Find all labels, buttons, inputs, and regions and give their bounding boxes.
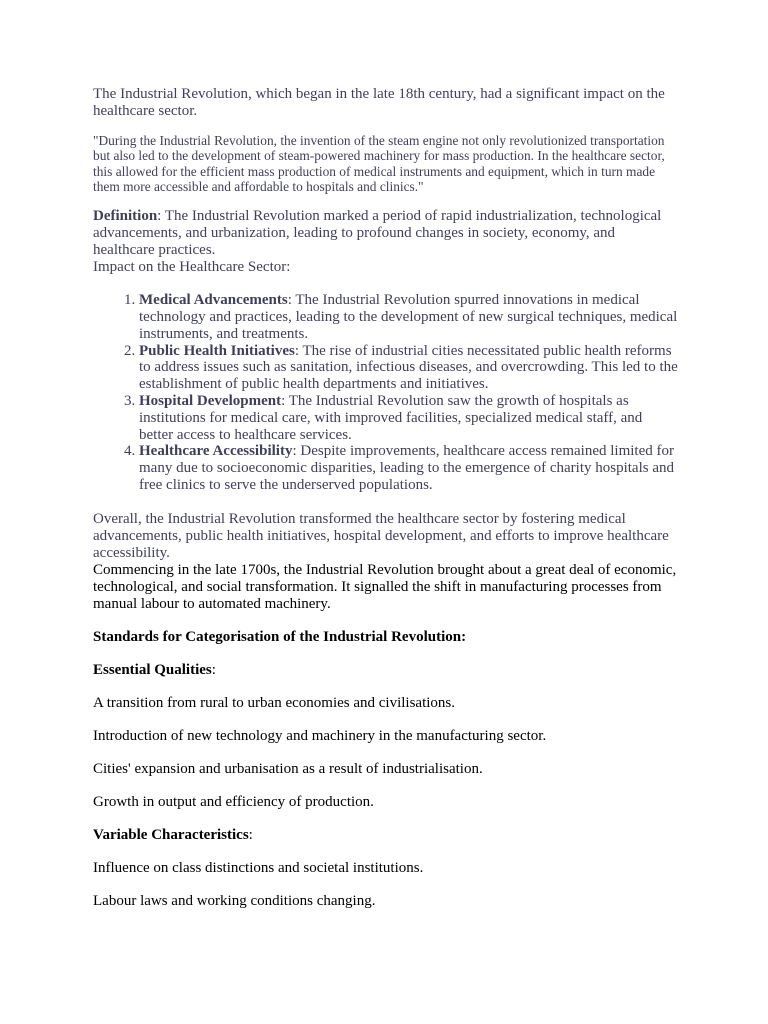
definition-paragraph [93, 208, 678, 259]
list-item [139, 443, 678, 493]
list-item-text: : The Industrial Revolution spurred innovations in medical technology and practices, leading to the development of new surgical techniques, medical instruments, and treatments. [139, 292, 678, 342]
list-item-term: Medical Advancements [139, 292, 288, 309]
definition-text: : The Industrial Revolution marked a period of rapid industrialization, technological advancements, and urbanization, leading to profound changes in society, economy, and healthcare practices. [93, 208, 662, 259]
essential-heading-colon: : [211, 661, 216, 678]
commencing-paragraph: Commencing in the late 1700s, the Industrial Revolution brought about a great deal of economic, technological, and social transformation. It signalled the shift in manufacturing processes from manual labour to automated machinery. [93, 561, 677, 612]
list-item [139, 343, 678, 393]
essential-heading [93, 662, 678, 679]
impact-heading: Impact on the Healthcare Sector: [93, 259, 291, 276]
essential-heading-text: Essential Qualities [93, 661, 212, 678]
variable-heading-colon: : [248, 826, 253, 843]
definition-term: Definition [93, 208, 158, 225]
variable-item: Influence on class distinctions and societal institutions. [93, 859, 424, 876]
variable-heading [93, 827, 678, 844]
list-item-text: : The rise of industrial cities necessitated public health reforms to address issues such as sanitation, infectious diseases, and overcrowding. This led to the establishment of public health departments and initiatives. [139, 342, 678, 393]
quote-paragraph: "During the Industrial Revolution, the invention of the steam engine not only revolutionized transportation but also led to the development of steam-powered machinery for mass production. In the healthcare sector, this allowed for the efficient mass production of medical instruments and equipment, which in turn made them more accessible and affordable to hospitals and clinics." [93, 133, 665, 194]
list-item [139, 393, 678, 443]
document-page [93, 86, 678, 910]
list-item-term: Hospital Development [139, 392, 282, 409]
list-item [139, 292, 678, 342]
impact-list [93, 292, 678, 494]
overall-paragraph: Overall, the Industrial Revolution transformed the healthcare sector by fostering medical advancements, public health initiatives, hospital development, and efforts to improve healthcare accessibility. [93, 510, 669, 561]
standards-heading [93, 629, 678, 646]
list-item-term: Public Health Initiatives [139, 342, 295, 359]
essential-item: Growth in output and efficiency of production. [93, 793, 374, 810]
variable-item: Labour laws and working conditions changing. [93, 892, 376, 909]
list-item-text: : Despite improvements, healthcare access remained limited for many due to socioeconomic disparities, leading to the emergence of charity hospitals and free clinics to serve the underserved populations. [139, 443, 674, 493]
essential-item: Introduction of new technology and machinery in the manufacturing sector. [93, 727, 547, 744]
essential-item: Cities' expansion and urbanisation as a result of industrialisation. [93, 760, 483, 777]
intro-paragraph: The Industrial Revolution, which began in the late 18th century, had a significant impact on the healthcare sector. [93, 86, 665, 119]
list-item-term: Healthcare Accessibility [139, 443, 293, 460]
list-item-text: : The Industrial Revolution saw the growth of hospitals as institutions for medical care, with improved facilities, specialized medical staff, and better access to healthcare services. [139, 392, 643, 443]
standards-heading-text: Standards for Categorisation of the Industrial Revolution: [93, 628, 467, 645]
variable-heading-text: Variable Characteristics [93, 826, 249, 843]
essential-item: A transition from rural to urban economies and civilisations. [93, 694, 456, 711]
